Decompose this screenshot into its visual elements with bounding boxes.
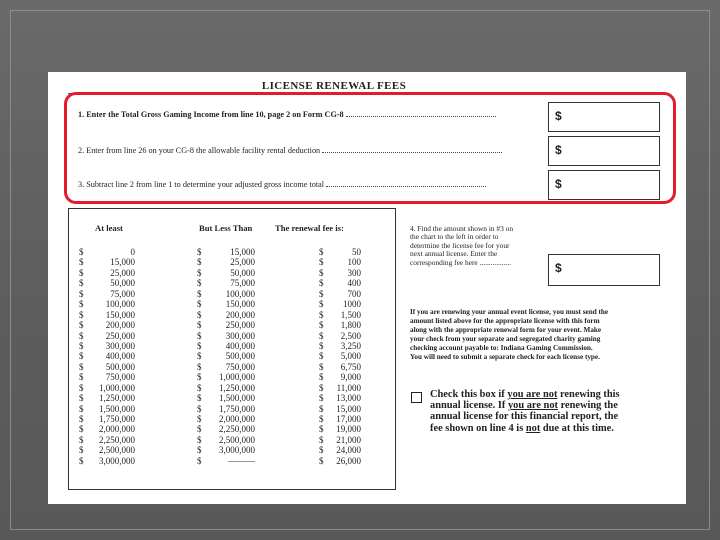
table-cell: [197, 456, 255, 466]
currency-symbol: $: [197, 340, 202, 351]
currency-symbol: $: [319, 351, 324, 362]
currency-symbol: $: [79, 403, 84, 414]
fee-value: 1,500: [340, 309, 361, 320]
currency-symbol: $: [79, 382, 84, 393]
currency-symbol: $: [197, 320, 202, 331]
header-less-than: But Less Than: [199, 223, 253, 233]
table-cell: [319, 456, 361, 466]
fee-value: 1000: [343, 299, 361, 310]
table-cell: [197, 393, 255, 403]
table-cell: [197, 341, 255, 351]
currency-symbol: $: [79, 455, 84, 466]
table-cell: [319, 372, 361, 382]
less-than-value: 1,250,000: [219, 382, 255, 393]
currency-symbol: $: [197, 372, 202, 383]
less-than-value: 500,000: [225, 351, 255, 362]
less-than-value: 400,000: [225, 340, 255, 351]
currency-symbol: $: [79, 445, 84, 456]
fee-value: 1,800: [340, 320, 361, 331]
table-cell: [319, 383, 361, 393]
less-than-value: 200,000: [225, 309, 255, 320]
fee-value: 11,000: [336, 382, 361, 393]
less-than-value: 750,000: [225, 361, 255, 372]
at-least-value: 150,000: [105, 309, 135, 320]
table-cell: [197, 331, 255, 341]
currency-symbol: $: [197, 424, 202, 435]
at-least-value: 750,000: [105, 372, 135, 383]
table-cell: [79, 341, 135, 351]
line-2-text: 2. Enter from line 26 on your CG-8 the allowable facility rental deduction: [78, 146, 321, 155]
fee-column: [319, 247, 361, 466]
currency-symbol: $: [79, 278, 84, 289]
table-cell: [79, 445, 135, 455]
step-4-line: next annual license. Enter the: [410, 249, 498, 259]
renewal-payment-note: [410, 308, 672, 361]
slide-frame-bottom: [10, 529, 710, 530]
at-least-value: 1,000,000: [99, 382, 135, 393]
less-than-value: 2,250,000: [219, 424, 255, 435]
currency-symbol: $: [197, 278, 202, 289]
at-least-value: 250,000: [105, 330, 135, 341]
table-cell: [197, 435, 255, 445]
currency-symbol: $: [197, 393, 202, 404]
step-4-line: the chart to the left in order to: [410, 232, 499, 242]
less-than-column: [197, 247, 255, 466]
fee-value: 100: [347, 257, 361, 268]
less-than-value: 15,000: [230, 247, 255, 257]
table-cell: [319, 341, 361, 351]
table-cell: [319, 424, 361, 434]
at-least-value: 500,000: [105, 361, 135, 372]
at-least-value: 2,000,000: [99, 424, 135, 435]
table-cell: [79, 362, 135, 372]
table-cell: [319, 351, 361, 361]
table-cell: [319, 289, 361, 299]
currency-symbol: $: [79, 320, 84, 331]
table-cell: [197, 247, 255, 257]
currency-symbol: $: [79, 288, 84, 299]
currency-symbol: $: [319, 267, 324, 278]
table-cell: [79, 331, 135, 341]
at-least-value: 50,000: [110, 278, 135, 289]
at-least-value: 1,500,000: [99, 403, 135, 414]
table-cell: [197, 383, 255, 393]
note-line: checking account payable to: Indiana Gaming Commission.: [410, 343, 593, 352]
fee-value: 17,000: [336, 414, 361, 424]
table-cell: [79, 456, 135, 466]
note-line: You will need to submit a separate check for each license type.: [410, 352, 600, 361]
currency-symbol: $: [79, 434, 84, 445]
currency-symbol: $: [319, 434, 324, 445]
table-cell: [79, 404, 135, 414]
table-cell: [79, 383, 135, 393]
less-than-value: 300,000: [225, 330, 255, 341]
line-3-text: 3. Subtract line 2 from line 1 to determine your adjusted gross income total: [78, 180, 325, 189]
slide-frame-top: [10, 10, 710, 11]
slide-frame-left: [10, 10, 11, 530]
header-renewal-fee: The renewal fee is:: [275, 223, 344, 233]
less-than-value: 1,000,000: [219, 372, 255, 383]
currency-symbol: $: [319, 445, 324, 456]
at-least-value: 2,500,000: [99, 445, 135, 456]
less-than-value: 100,000: [225, 288, 255, 299]
currency-symbol: $: [319, 257, 324, 268]
currency-symbol: $: [319, 393, 324, 404]
table-cell: [319, 445, 361, 455]
currency-symbol: $: [197, 288, 202, 299]
table-cell: [197, 362, 255, 372]
less-than-value: 1,750,000: [219, 403, 255, 414]
line-3-amount-field[interactable]: $: [548, 170, 660, 200]
currency-symbol: $: [197, 382, 202, 393]
table-cell: [197, 351, 255, 361]
fee-value: 400: [347, 278, 361, 289]
table-cell: [319, 331, 361, 341]
currency-symbol: $: [319, 424, 324, 435]
table-cell: [319, 404, 361, 414]
currency-symbol: $: [319, 372, 324, 383]
currency-symbol: $: [79, 257, 84, 268]
currency-symbol: $: [197, 351, 202, 362]
table-cell: [79, 414, 135, 424]
table-cell: [197, 372, 255, 382]
at-least-value: 300,000: [105, 340, 135, 351]
fee-value: 9,000: [340, 372, 361, 383]
step-4-fee-field[interactable]: $: [548, 254, 660, 286]
note-line: along with the appropriate renewal form for your event. Make: [410, 325, 602, 334]
fee-value: 13,000: [336, 393, 361, 404]
line-1-amount-field[interactable]: $: [548, 102, 660, 132]
table-cell: [319, 247, 361, 257]
currency-symbol: $: [319, 247, 324, 257]
less-than-value: 2,500,000: [219, 434, 255, 445]
currency-symbol: $: [197, 403, 202, 414]
currency-symbol: $: [79, 351, 84, 362]
note-line: your check from your separate and segregated charity gaming: [410, 334, 601, 343]
table-cell: [197, 299, 255, 309]
currency-symbol: $: [319, 278, 324, 289]
less-than-value: 150,000: [225, 299, 255, 310]
table-cell: [197, 310, 255, 320]
highlight-annotation: [64, 92, 676, 204]
table-cell: [79, 351, 135, 361]
fee-value: 24,000: [336, 445, 361, 456]
table-cell: [79, 299, 135, 309]
table-cell: [197, 278, 255, 288]
at-least-value: 400,000: [105, 351, 135, 362]
line-1-text: 1. Enter the Total Gross Gaming Income from line 10, page 2 on Form CG-8: [78, 110, 344, 119]
currency-symbol: $: [319, 309, 324, 320]
table-cell: [319, 278, 361, 288]
currency-symbol: $: [197, 361, 202, 372]
fee-value: 700: [347, 288, 361, 299]
currency-symbol: $: [197, 414, 202, 424]
currency-symbol: $: [79, 424, 84, 435]
table-cell: [319, 299, 361, 309]
fee-value: 5,000: [340, 351, 361, 362]
fee-table: [68, 208, 396, 490]
less-than-value: 50,000: [230, 267, 255, 278]
line-2-amount-field[interactable]: $: [548, 136, 660, 166]
currency-symbol: $: [79, 361, 84, 372]
currency-symbol: $: [197, 267, 202, 278]
slide-frame-right: [709, 10, 710, 530]
table-cell: [197, 257, 255, 267]
table-cell: [79, 268, 135, 278]
currency-symbol: $: [319, 288, 324, 299]
at-least-value: 100,000: [105, 299, 135, 310]
less-than-value: ———: [228, 455, 255, 466]
currency-symbol: $: [319, 455, 324, 466]
fee-value: 300: [347, 267, 361, 278]
form-title: LICENSE RENEWAL FEES: [261, 80, 407, 92]
at-least-value: 3,000,000: [99, 455, 135, 466]
currency-symbol: $: [79, 414, 84, 424]
currency-symbol: $: [319, 414, 324, 424]
table-cell: [79, 393, 135, 403]
fee-value: 6,750: [340, 361, 361, 372]
not-renewing-notice: Check this box if you are not renewing this annual license. If you are not renewing the annual license for this financial report, the fee shown on line 4 is not due at this time.: [430, 389, 620, 434]
table-cell: [319, 393, 361, 403]
at-least-value: 0: [130, 247, 135, 257]
currency-symbol: $: [197, 257, 202, 268]
currency-symbol: $: [197, 299, 202, 310]
table-cell: [319, 310, 361, 320]
table-cell: [319, 320, 361, 330]
table-cell: [197, 414, 255, 424]
table-cell: [79, 257, 135, 267]
currency-symbol: $: [79, 330, 84, 341]
less-than-value: 250,000: [225, 320, 255, 331]
fee-value: 3,250: [340, 340, 361, 351]
table-cell: [79, 289, 135, 299]
table-cell: [197, 289, 255, 299]
currency-symbol: $: [319, 403, 324, 414]
fee-value: 15,000: [336, 403, 361, 414]
not-renewing-checkbox[interactable]: [411, 392, 422, 403]
form-page: [48, 72, 686, 504]
at-least-value: 1,250,000: [99, 393, 135, 404]
step-4-instructions: [410, 225, 550, 267]
currency-symbol: $: [79, 267, 84, 278]
fee-value: 26,000: [336, 455, 361, 466]
table-cell: [319, 414, 361, 424]
at-least-value: 75,000: [110, 288, 135, 299]
table-cell: [79, 435, 135, 445]
at-least-value: 25,000: [110, 267, 135, 278]
less-than-value: 1,500,000: [219, 393, 255, 404]
currency-symbol: $: [197, 309, 202, 320]
table-cell: [79, 278, 135, 288]
table-cell: [197, 320, 255, 330]
step-4-line: corresponding fee here .................: [410, 257, 511, 267]
table-cell: [197, 404, 255, 414]
currency-symbol: $: [197, 455, 202, 466]
table-cell: [79, 310, 135, 320]
less-than-value: 25,000: [230, 257, 255, 268]
table-cell: [197, 268, 255, 278]
table-cell: [197, 445, 255, 455]
note-line: If you are renewing your annual event license, you must send the: [410, 308, 609, 316]
table-cell: [79, 320, 135, 330]
table-cell: [197, 424, 255, 434]
table-cell: [319, 257, 361, 267]
header-at-least: At least: [95, 223, 123, 233]
currency-symbol: $: [79, 372, 84, 383]
table-cell: [319, 362, 361, 372]
table-cell: [79, 372, 135, 382]
currency-symbol: $: [197, 434, 202, 445]
table-cell: [319, 435, 361, 445]
currency-symbol: $: [79, 299, 84, 310]
fee-value: 2,500: [340, 330, 361, 341]
less-than-value: 2,000,000: [219, 414, 255, 424]
at-least-value: 2,250,000: [99, 434, 135, 445]
currency-symbol: $: [79, 393, 84, 404]
currency-symbol: $: [319, 340, 324, 351]
step-4-line: 4. Find the amount shown in #3 on: [410, 224, 514, 233]
currency-symbol: $: [79, 309, 84, 320]
less-than-value: 3,000,000: [219, 445, 255, 456]
at-least-value: 15,000: [110, 257, 135, 268]
table-cell: [79, 247, 135, 257]
currency-symbol: $: [319, 382, 324, 393]
currency-symbol: $: [79, 247, 84, 257]
currency-symbol: $: [319, 320, 324, 331]
currency-symbol: $: [197, 330, 202, 341]
currency-symbol: $: [197, 445, 202, 456]
step-4-line: determine the license fee for your: [410, 240, 510, 250]
table-cell: [79, 424, 135, 434]
fee-value: 19,000: [336, 424, 361, 435]
note-line: amount listed above for the appropriate license with this form: [410, 316, 600, 325]
at-least-column: [79, 247, 135, 466]
fee-value: 21,000: [336, 434, 361, 445]
currency-symbol: $: [319, 361, 324, 372]
currency-symbol: $: [319, 330, 324, 341]
fee-value: 50: [352, 247, 361, 257]
at-least-value: 1,750,000: [99, 414, 135, 424]
currency-symbol: $: [197, 247, 202, 257]
less-than-value: 75,000: [230, 278, 255, 289]
table-cell: [319, 268, 361, 278]
at-least-value: 200,000: [105, 320, 135, 331]
currency-symbol: $: [79, 340, 84, 351]
currency-symbol: $: [319, 299, 324, 310]
